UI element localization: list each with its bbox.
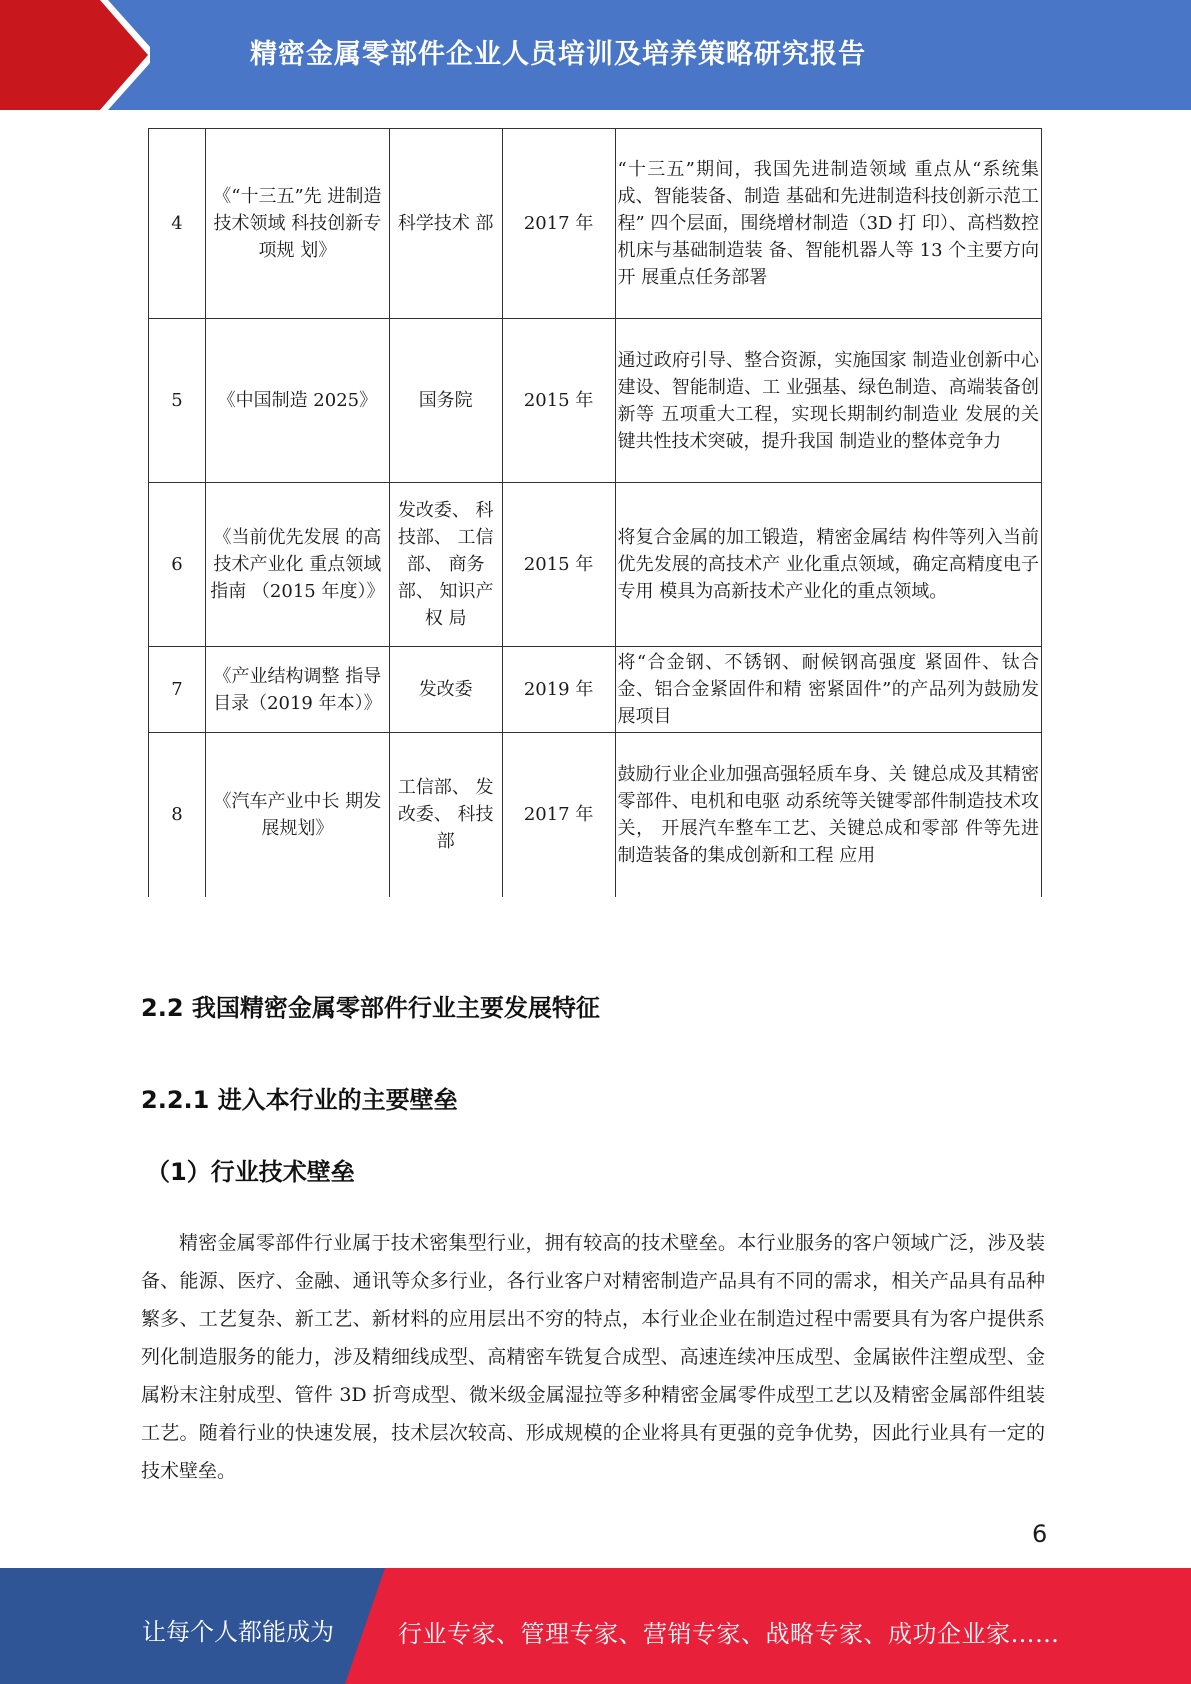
issue-year: 2019 年	[502, 647, 615, 733]
body-paragraph: 精密金属零部件行业属于技术密集型行业，拥有较高的技术壁垒。本行业服务的客户领域广泛，涉及装备、能源、医疗、金融、通讯等众多行业，各行业客户对精密制造产品具有不同的需求，相关产品具有品种繁多、工艺复杂、新工艺、新材料的应用层出不穷的特点，本行业企业在制造过程中需要具有为客户提供系列化制造服务的能力，涉及精细线成型、高精密车铣复合成型、高速连续冲压成型、金属嵌件注塑成型、金属粉末注射成型、管件 3D 折弯成型、微米级金属湿拉等多种精密金属零件成型工艺以及精密金属部件组装工艺。随着行业的快速发展，技术层次较高、形成规模的企业将具有更强的竞争优势，因此行业具有一定的技术壁垒。	[141, 1232, 1045, 1482]
header-title: 精密金属零部件企业人员培训及培养策略研究报告	[250, 39, 866, 70]
policy-description: 将复合金属的加工锻造，精密金属结 构件等列入当前优先发展的高技术产 业化重点领域，确定高精度电子专用 模具为高新技术产业化的重点领域。	[615, 483, 1041, 647]
policy-name: 《中国制造 2025》	[205, 319, 389, 483]
table-row	[149, 733, 1042, 897]
footer-slogan-right: 行业专家、管理专家、营销专家、战略专家、成功企业家……	[398, 1620, 1060, 1648]
issue-year: 2015 年	[502, 483, 615, 647]
policy-name: 《汽车产业中长 期发展规划》	[205, 733, 389, 897]
issue-year: 2015 年	[502, 319, 615, 483]
policy-description: “十三五”期间，我国先进制造领域 重点从“系统集成、智能装备、制造 基础和先进制造科技创新示范工程” 四个层面，围绕增材制造（3D 打 印）、高档数控机床与基础制造装 备、智能机器人等 13 个主要方向开 展重点任务部署	[615, 129, 1041, 319]
issuing-department: 发改委	[389, 647, 502, 733]
page-header	[0, 0, 1191, 110]
page-number: 6	[1032, 1520, 1048, 1548]
row-index: 8	[149, 733, 206, 897]
issuing-department: 科学技术 部	[389, 129, 502, 319]
section-heading-2-2: 2.2 我国精密金属零部件行业主要发展特征	[141, 994, 600, 1022]
policy-name: 《产业结构调整 指导目录（2019 年本）》	[205, 647, 389, 733]
table-row	[149, 129, 1042, 319]
issuing-department: 发改委、 科技部、 工信部、 商务部、 知识产权 局	[389, 483, 502, 647]
row-index: 4	[149, 129, 206, 319]
policy-description: 鼓励行业企业加强高强轻质车身、关 键总成及其精密零部件、电机和电驱 动系统等关键零部件制造技术攻关， 开展汽车整车工艺、关键总成和零部 件等先进制造装备的集成创新和工程 应用	[615, 733, 1041, 897]
issue-year: 2017 年	[502, 733, 615, 897]
table-row	[149, 483, 1042, 647]
header-arrow-decoration	[0, 0, 150, 110]
policy-description: 将“合金钢、不锈钢、耐候钢高强度 紧固件、钛合金、铝合金紧固件和精 密紧固件”的产品列为鼓励发展项目	[615, 647, 1041, 733]
policy-name: 《“十三五”先 进制造技术领域 科技创新专项规 划》	[205, 129, 389, 319]
issuing-department: 国务院	[389, 319, 502, 483]
page-footer	[0, 1568, 1191, 1684]
row-index: 6	[149, 483, 206, 647]
issuing-department: 工信部、 发改委、 科技 部	[389, 733, 502, 897]
table-row	[149, 319, 1042, 483]
footer-slogan-left: 让每个人都能成为	[142, 1618, 334, 1646]
policy-table	[148, 128, 1042, 897]
row-index: 7	[149, 647, 206, 733]
table-row	[149, 647, 1042, 733]
subsection-heading-tech-barrier: （1）行业技术壁垒	[146, 1158, 355, 1186]
policy-description: 通过政府引导、整合资源，实施国家 制造业创新中心建设、智能制造、工 业强基、绿色制造、高端装备创新等 五项重大工程，实现长期制约制造业 发展的关键共性技术突破，提升我国 制造业的整体竞争力	[615, 319, 1041, 483]
policy-name: 《当前优先发展 的高技术产业化 重点领域指南 （2015 年度）》	[205, 483, 389, 647]
row-index: 5	[149, 319, 206, 483]
section-heading-2-2-1: 2.2.1 进入本行业的主要壁垒	[141, 1086, 458, 1114]
issue-year: 2017 年	[502, 129, 615, 319]
